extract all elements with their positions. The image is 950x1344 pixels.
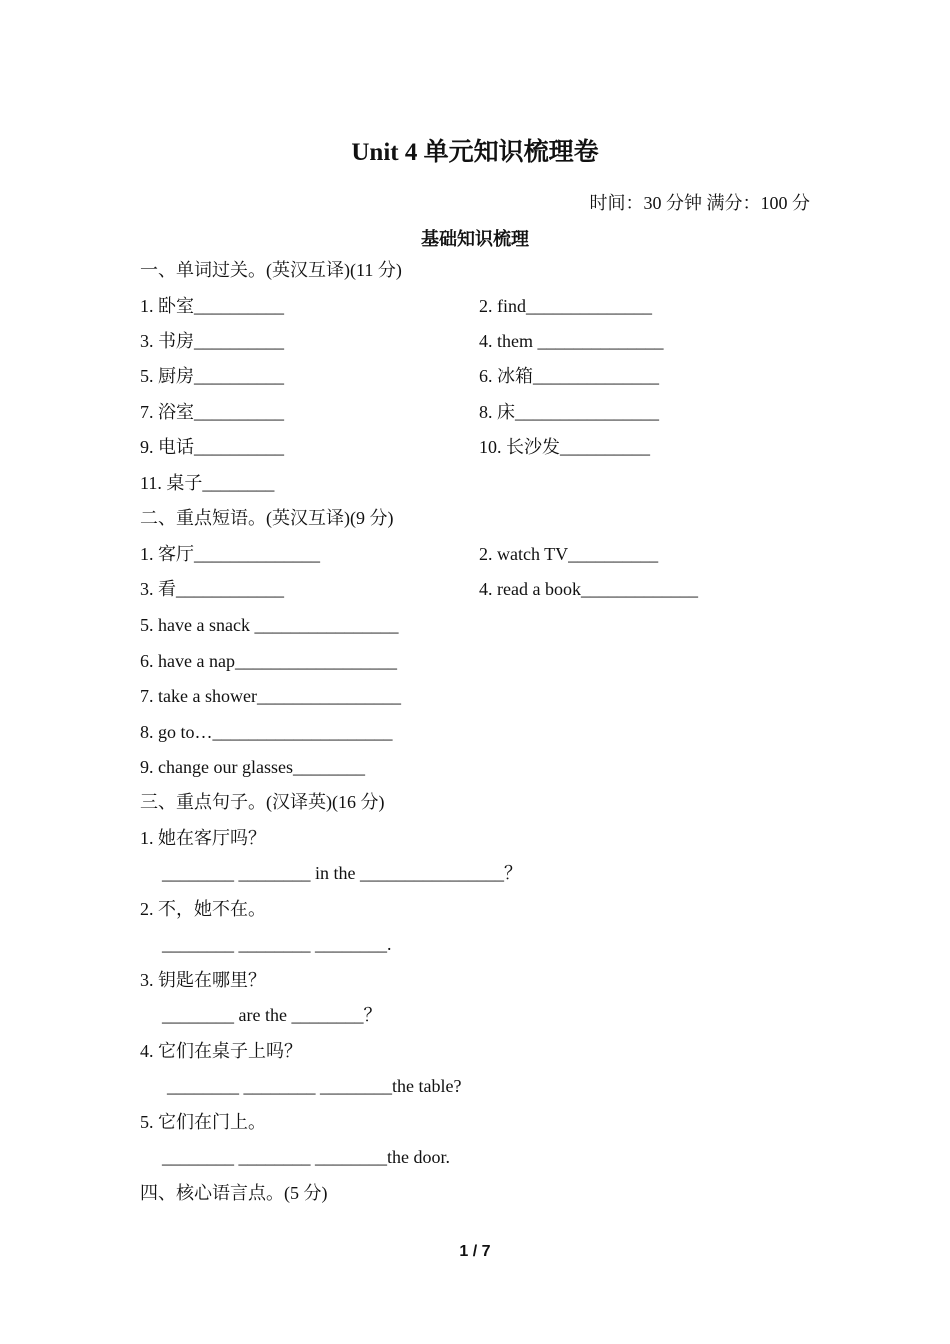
list-item: 1. 客厅______________ xyxy=(140,544,320,564)
list-item: 8. 床________________ xyxy=(479,402,659,422)
answer-line: ________ ________ in the ________________？ xyxy=(162,863,522,883)
answer-line: ________ ________ ________. xyxy=(162,934,392,954)
section2-heading: 二、重点短语。(英汉互译)(9 分) xyxy=(140,508,394,528)
list-item: 9. 电话__________ xyxy=(140,437,284,457)
page-title: Unit 4 单元知识梳理卷 xyxy=(351,139,599,166)
time-info: 时间：30 分钟 满分：100 分 xyxy=(589,193,810,213)
list-item: 4. 它们在桌子上吗？ xyxy=(140,1041,302,1061)
section-subtitle: 基础知识梳理 xyxy=(421,229,529,249)
list-item: 11. 桌子________ xyxy=(140,473,275,493)
list-item: 4. them ______________ xyxy=(479,331,664,351)
list-item: 6. 冰箱______________ xyxy=(479,366,659,386)
list-item: 5. have a snack ________________ xyxy=(140,615,399,635)
list-item: 7. take a shower________________ xyxy=(140,686,401,706)
list-item: 2. watch TV__________ xyxy=(479,544,659,564)
list-item: 1. 卧室__________ xyxy=(140,296,284,316)
list-item: 7. 浴室__________ xyxy=(140,402,284,422)
list-item: 2. 不，她不在。 xyxy=(140,899,266,919)
list-item: 4. read a book_____________ xyxy=(479,579,698,599)
list-item: 1. 她在客厅吗？ xyxy=(140,828,266,848)
answer-line: ________ ________ ________the table? xyxy=(167,1076,462,1096)
list-item: 3. 钥匙在哪里？ xyxy=(140,970,266,990)
list-item: 6. have a nap__________________ xyxy=(140,651,397,671)
list-item: 3. 书房__________ xyxy=(140,331,284,351)
list-item: 8. go to…____________________ xyxy=(140,722,393,742)
answer-line: ________ ________ ________the door. xyxy=(162,1147,450,1167)
list-item: 10. 长沙发__________ xyxy=(479,437,650,457)
section3-heading: 三、重点句子。(汉译英)(16 分) xyxy=(140,792,385,812)
answer-line: ________ are the ________？ xyxy=(162,1005,382,1025)
section1-heading: 一、单词过关。(英汉互译)(11 分) xyxy=(140,260,402,280)
page-number: 1 / 7 xyxy=(459,1243,491,1260)
section4-heading: 四、核心语言点。(5 分) xyxy=(140,1183,328,1203)
list-item: 2. find______________ xyxy=(479,296,652,316)
list-item: 5. 厨房__________ xyxy=(140,366,284,386)
list-item: 3. 看____________ xyxy=(140,579,284,599)
list-item: 9. change our glasses________ xyxy=(140,757,365,777)
list-item: 5. 它们在门上。 xyxy=(140,1112,266,1132)
